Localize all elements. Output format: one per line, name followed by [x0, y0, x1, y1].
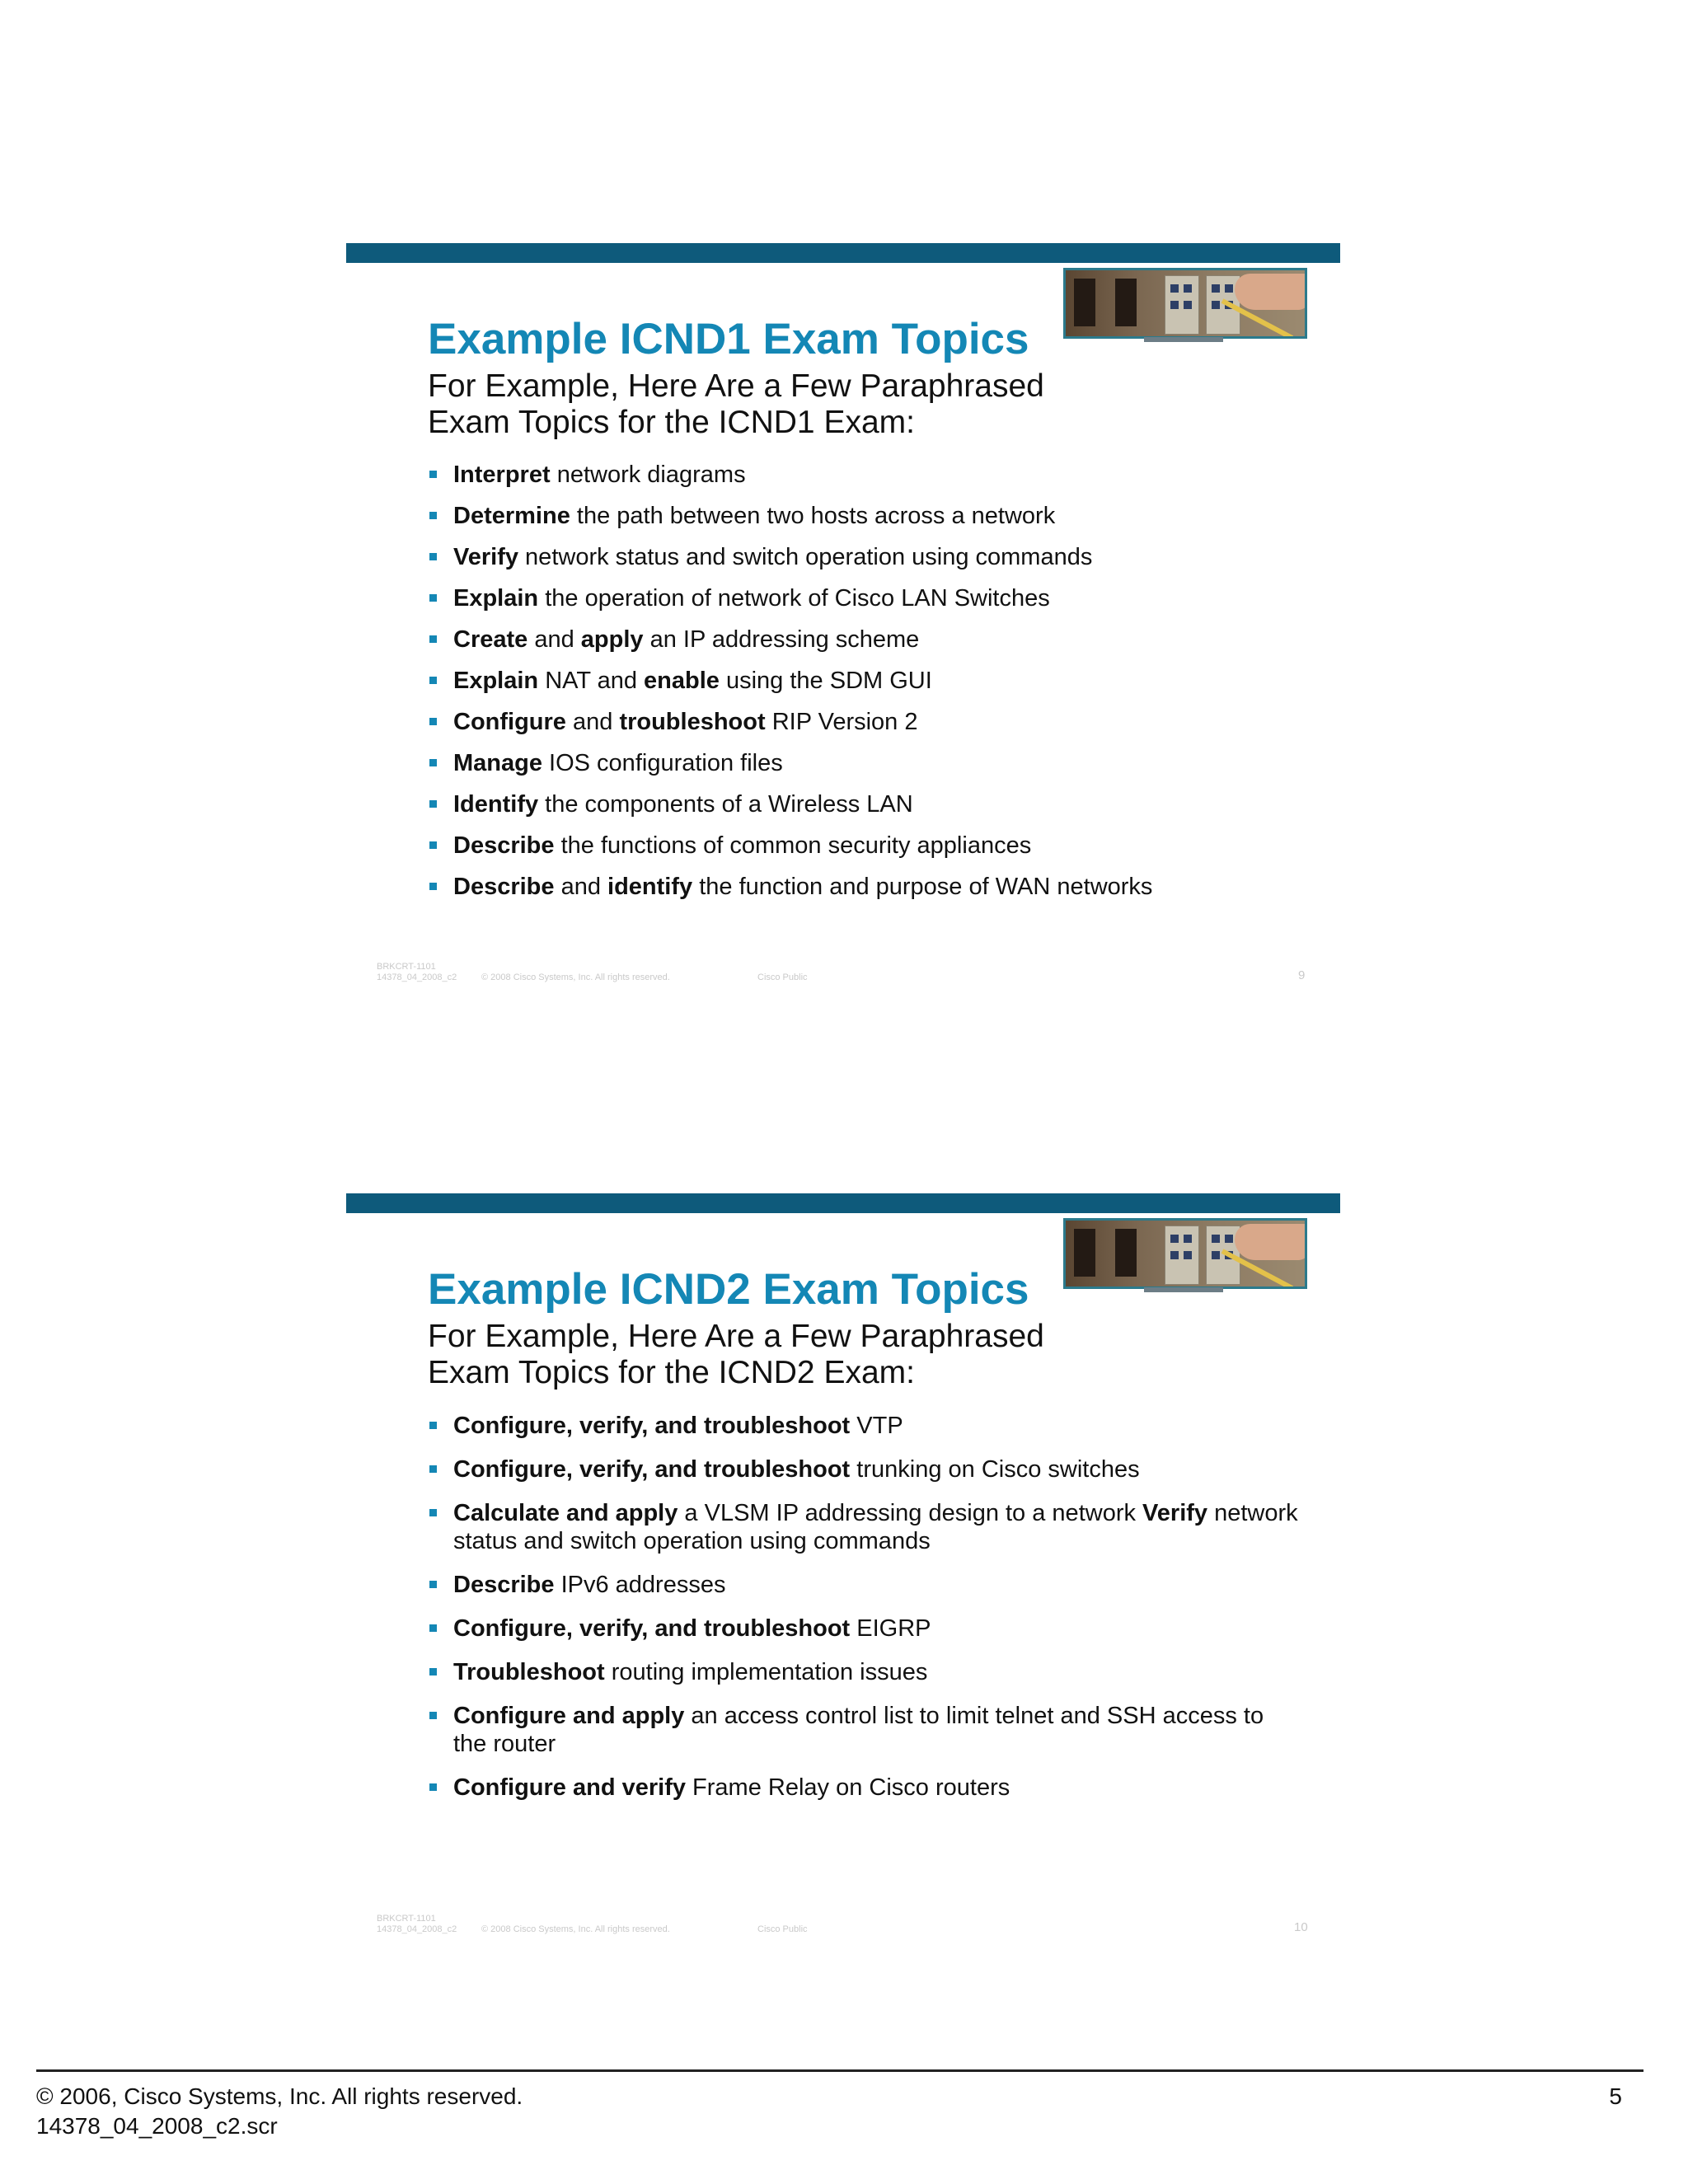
topic-item: [428, 708, 1301, 736]
square-bullet-icon: [429, 471, 437, 478]
footer-copyright: © 2008 Cisco Systems, Inc. All rights reserved.: [481, 972, 670, 982]
square-bullet-icon: [429, 1668, 437, 1675]
square-bullet-icon: [429, 759, 437, 766]
topic-item: [428, 1702, 1301, 1758]
slide-icnd1: [346, 243, 1340, 1034]
topic-text: the components of a Wireless LAN: [538, 791, 913, 818]
topic-keyword: identify: [607, 874, 693, 900]
topic-item: [428, 1455, 1301, 1483]
square-bullet-icon: [429, 883, 437, 890]
topic-text: and: [554, 874, 608, 900]
topic-item: [428, 667, 1301, 695]
topic-text: trunking on Cisco switches: [850, 1456, 1140, 1483]
topic-keyword: Configure, verify, and troubleshoot: [453, 1456, 851, 1483]
topic-keyword: Verify: [453, 544, 518, 570]
topic-item: [428, 1615, 1301, 1643]
topic-keyword: Configure: [453, 709, 566, 735]
topic-text: using the SDM GUI: [719, 668, 932, 694]
topic-keyword: apply: [580, 626, 644, 653]
slide-subtitle: [428, 368, 1044, 441]
topic-text: routing implementation issues: [604, 1659, 928, 1685]
topic-text: and: [565, 709, 620, 735]
topic-keyword: Configure, verify, and troubleshoot: [453, 1615, 851, 1642]
page-footer: [36, 2082, 523, 2141]
topic-item: [428, 873, 1301, 901]
topic-item: [428, 461, 1301, 489]
topic-text: an access control list to limit telnet and SSH access to the router: [453, 1703, 1264, 1757]
footer-classification: Cisco Public: [757, 972, 808, 982]
topic-item: [428, 1499, 1301, 1555]
topic-keyword: Verify: [1142, 1500, 1208, 1526]
page-copyright: © 2006, Cisco Systems, Inc. All rights reserved.: [36, 2083, 523, 2109]
slide-number: 9: [1298, 968, 1306, 982]
topic-list: [428, 1412, 1301, 1817]
topic-text: network status and switch operation using commands: [518, 544, 1093, 570]
square-bullet-icon: [429, 512, 437, 519]
network-cabling-photo: [1063, 1218, 1307, 1289]
footer-course-code: BRKCRT-1101: [377, 1914, 436, 1924]
network-cabling-photo: [1063, 268, 1307, 339]
topic-keyword: Manage: [453, 750, 542, 776]
topic-keyword: troubleshoot: [619, 709, 766, 735]
topic-keyword: Configure, verify, and troubleshoot: [453, 1413, 851, 1439]
photo-shadow: [1144, 1287, 1223, 1292]
slide-header-bar: [346, 1193, 1340, 1213]
slide-header-bar: [346, 243, 1340, 263]
topic-item: [428, 502, 1301, 530]
square-bullet-icon: [429, 718, 437, 725]
topic-text: the path between two hosts across a network: [570, 503, 1056, 529]
square-bullet-icon: [429, 1581, 437, 1588]
topic-keyword: Calculate and apply: [453, 1500, 678, 1526]
topic-keyword: Explain: [453, 585, 539, 612]
topic-text: network status and switch operation using commands: [453, 1500, 1298, 1554]
topic-keyword: Create: [453, 626, 528, 653]
topic-text: Frame Relay on Cisco routers: [686, 1774, 1010, 1801]
square-bullet-icon: [429, 635, 437, 643]
topic-text: a VLSM IP addressing design to a network: [678, 1500, 1143, 1526]
square-bullet-icon: [429, 594, 437, 602]
topic-text: an IP addressing scheme: [643, 626, 920, 653]
topic-keyword: Interpret: [453, 462, 551, 488]
topic-keyword: Configure and apply: [453, 1703, 685, 1729]
topic-item: [428, 832, 1301, 860]
topic-item: [428, 584, 1301, 612]
square-bullet-icon: [429, 1712, 437, 1719]
page-footer-rule: [36, 2069, 1643, 2072]
square-bullet-icon: [429, 1465, 437, 1473]
topic-item: [428, 1658, 1301, 1686]
page-filename: 14378_04_2008_c2.scr: [36, 2113, 278, 2139]
footer-copyright: © 2008 Cisco Systems, Inc. All rights reserved.: [481, 1924, 670, 1934]
topic-text: EIGRP: [850, 1615, 931, 1642]
square-bullet-icon: [429, 1422, 437, 1429]
topic-text: RIP Version 2: [765, 709, 918, 735]
topic-text: the operation of network of Cisco LAN Switches: [538, 585, 1050, 612]
topic-keyword: Describe: [453, 832, 555, 859]
footer-file-code: 14378_04_2008_c2: [377, 1924, 457, 1934]
subtitle-line-2: Exam Topics for the ICND2 Exam:: [428, 1355, 915, 1390]
square-bullet-icon: [429, 677, 437, 684]
topic-keyword: Configure and verify: [453, 1774, 686, 1801]
photo-shadow: [1144, 337, 1223, 342]
footer-course-code: BRKCRT-1101: [377, 962, 436, 972]
subtitle-line-1: For Example, Here Are a Few Paraphrased: [428, 1319, 1044, 1354]
topic-keyword: enable: [644, 668, 720, 694]
topic-keyword: Determine: [453, 503, 570, 529]
slide-number: 10: [1294, 1920, 1308, 1934]
topic-text: the function and purpose of WAN networks: [692, 874, 1153, 900]
square-bullet-icon: [429, 1509, 437, 1516]
square-bullet-icon: [429, 1624, 437, 1632]
topic-item: [428, 790, 1301, 818]
footer-file-code: 14378_04_2008_c2: [377, 972, 457, 982]
subtitle-line-1: For Example, Here Are a Few Paraphrased: [428, 368, 1044, 404]
square-bullet-icon: [429, 1783, 437, 1791]
topic-text: IOS configuration files: [542, 750, 783, 776]
topic-item: [428, 1412, 1301, 1440]
square-bullet-icon: [429, 800, 437, 808]
footer-classification: Cisco Public: [757, 1924, 808, 1934]
topic-item: [428, 1571, 1301, 1599]
topic-list: [428, 461, 1301, 914]
topic-text: IPv6 addresses: [554, 1572, 726, 1598]
topic-text: network diagrams: [550, 462, 746, 488]
topic-text: and: [528, 626, 581, 653]
topic-text: the functions of common security appliances: [554, 832, 1032, 859]
topic-text: NAT and: [538, 668, 645, 694]
topic-keyword: Troubleshoot: [453, 1659, 605, 1685]
topic-keyword: Describe: [453, 1572, 555, 1598]
topic-keyword: Describe: [453, 874, 555, 900]
slide-title: Example ICND2 Exam Topics: [428, 1265, 1029, 1314]
topic-keyword: Explain: [453, 668, 539, 694]
slide-icnd2: [346, 1193, 1340, 1985]
slide-title: Example ICND1 Exam Topics: [428, 315, 1029, 363]
topic-item: [428, 626, 1301, 654]
subtitle-line-2: Exam Topics for the ICND1 Exam:: [428, 405, 915, 440]
square-bullet-icon: [429, 553, 437, 560]
topic-text: VTP: [850, 1413, 903, 1439]
topic-item: [428, 1774, 1301, 1802]
topic-item: [428, 543, 1301, 571]
slide-subtitle: [428, 1319, 1044, 1391]
topic-keyword: Identify: [453, 791, 539, 818]
square-bullet-icon: [429, 841, 437, 849]
topic-item: [428, 749, 1301, 777]
page-number: 5: [1609, 2083, 1622, 2109]
